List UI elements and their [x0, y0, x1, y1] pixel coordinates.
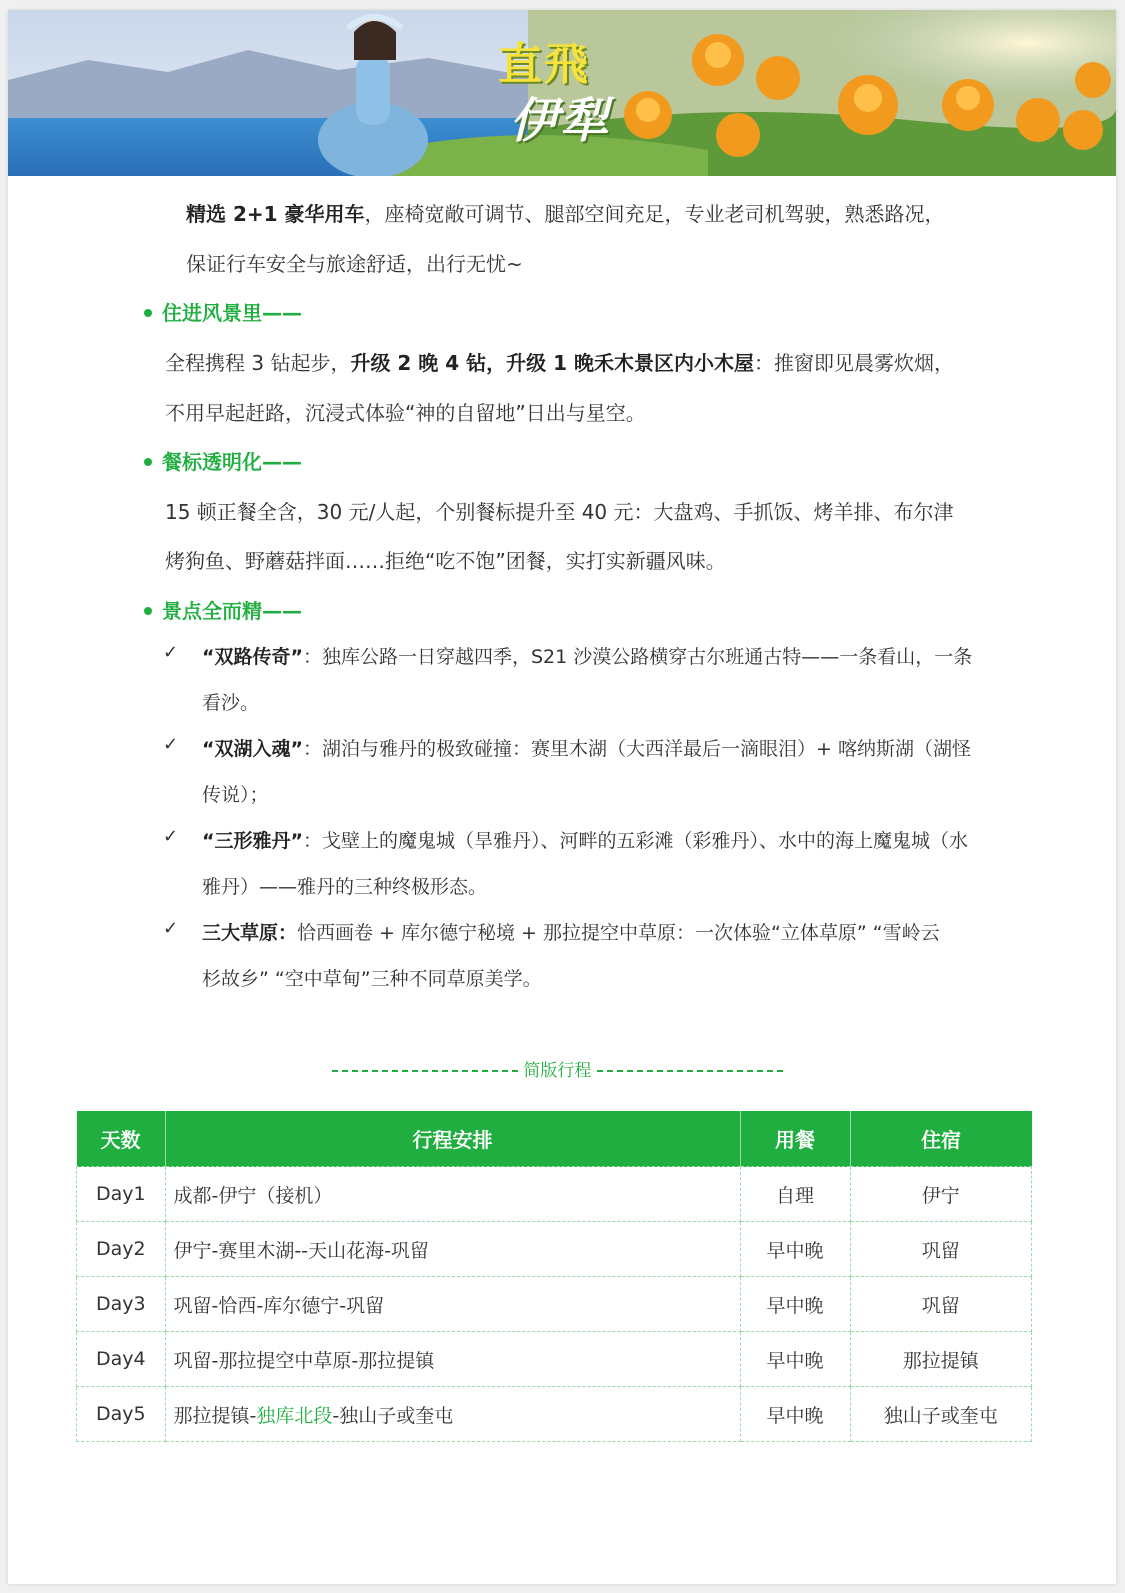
cell-day: Day5	[77, 1387, 166, 1442]
intro-bold: 精选 2+1 豪华用车	[186, 202, 365, 226]
section-heading-text: 住进风景里——	[162, 301, 302, 325]
attraction-4-line1	[202, 918, 940, 945]
table-header-row	[77, 1111, 1032, 1167]
divider-label: 简版行程	[523, 1061, 592, 1081]
cell-day: Day4	[77, 1332, 166, 1387]
attraction-2-title: “双湖入魂”	[202, 738, 303, 760]
attraction-2-text: ：湖泊与雅丹的极致碰撞：赛里木湖（大西洋最后一滴眼泪）+ 喀纳斯湖（湖怪	[302, 738, 971, 760]
itinerary-divider	[332, 1056, 776, 1081]
lodging-bold: 升级 2 晚 4 钻，升级 1 晚禾木景区内小木屋	[350, 351, 754, 375]
check-icon: ✓	[163, 734, 179, 755]
section-heading-attractions	[144, 595, 302, 624]
bullet-dot-icon	[144, 309, 152, 317]
attraction-3-title: “三形雅丹”	[202, 830, 303, 852]
cell-meals: 自理	[740, 1167, 850, 1222]
cell-hotel: 伊宁	[850, 1167, 1032, 1222]
banner-image	[8, 10, 1116, 176]
cell-day: Day3	[77, 1277, 166, 1332]
cell-hotel: 那拉提镇	[850, 1332, 1032, 1387]
cell-meals: 早中晚	[740, 1277, 850, 1332]
cell-route: 伊宁-赛里木湖--天山花海-巩留	[165, 1222, 740, 1277]
banner-title	[488, 18, 628, 168]
meals-line2: 烤狗鱼、野蘑菇拌面……拒绝“吃不饱”团餐，实打实新疆风味。	[165, 549, 726, 573]
cell-meals: 早中晚	[740, 1222, 850, 1277]
lodging-line1	[165, 347, 954, 376]
cell-meals: 早中晚	[740, 1387, 850, 1442]
attraction-4-title: 三大草原：	[202, 922, 298, 944]
attraction-3-line2: 雅丹）——雅丹的三种终极形态。	[202, 876, 488, 898]
bullet-dot-icon	[144, 458, 152, 466]
cell-day: Day1	[77, 1167, 166, 1222]
lodging-post: ：推窗即见晨雾炊烟，	[753, 351, 954, 375]
meals-line1: 15 顿正餐全含，30 元/人起，个别餐标提升至 40 元：大盘鸡、手抓饭、烤羊排、布尔津	[165, 500, 954, 524]
document-page	[8, 10, 1116, 1584]
attraction-2-line2: 传说）；	[202, 784, 269, 806]
cell-day: Day2	[77, 1222, 166, 1277]
attraction-1-title: “双路传奇”	[202, 646, 303, 668]
section-heading-meals	[144, 446, 302, 475]
cell-route	[165, 1387, 740, 1442]
dashed-line	[597, 1070, 783, 1072]
itinerary-table	[76, 1111, 1032, 1442]
cell-hotel: 巩留	[850, 1277, 1032, 1332]
header-day: 天数	[77, 1111, 166, 1167]
check-icon: ✓	[163, 918, 179, 939]
route-pre: 那拉提镇-	[173, 1404, 257, 1427]
cell-hotel: 巩留	[850, 1222, 1032, 1277]
attraction-1-line1	[202, 642, 972, 669]
lodging-line2: 不用早起赶路，沉浸式体验“神的自留地”日出与星空。	[165, 401, 646, 425]
bullet-dot-icon	[144, 607, 152, 615]
header-meals: 用餐	[740, 1111, 850, 1167]
attraction-1-text: ：独库公路一日穿越四季，S21 沙漠公路横穿古尔班通古特——一条看山，一条	[302, 646, 973, 668]
lodging-pre: 全程携程 3 钻起步，	[165, 351, 351, 375]
table-row	[77, 1167, 1032, 1222]
cell-route: 成都-伊宁（接机）	[165, 1167, 740, 1222]
attraction-4-line2: 杉故乡” “空中草甸”三种不同草原美学。	[202, 968, 542, 990]
check-icon: ✓	[163, 642, 179, 663]
attraction-2-line1	[202, 734, 971, 761]
banner-title-line1: 直飛	[498, 39, 590, 90]
section-heading-text: 餐标透明化——	[162, 450, 302, 474]
attraction-1-line2: 看沙。	[202, 692, 260, 714]
attraction-3-line1	[202, 826, 968, 853]
section-heading-lodging	[144, 297, 302, 326]
intro-line2: 保证行车安全与旅途舒适，出行无忧~	[186, 252, 523, 276]
route-post: -独山子或奎屯	[332, 1404, 454, 1427]
intro-rest: ，座椅宽敞可调节、腿部空间充足，专业老司机驾驶，熟悉路况，	[364, 202, 945, 226]
cell-route: 巩留-恰西-库尔德宁-巩留	[165, 1277, 740, 1332]
cell-hotel: 独山子或奎屯	[850, 1387, 1032, 1442]
banner-title-line2: 伊犁	[510, 93, 611, 149]
table-row	[77, 1387, 1032, 1442]
section-heading-text: 景点全而精——	[162, 599, 302, 623]
cell-meals: 早中晚	[740, 1332, 850, 1387]
intro-line1	[186, 198, 945, 227]
table-row	[77, 1222, 1032, 1277]
dashed-line	[332, 1070, 518, 1072]
table-row	[77, 1332, 1032, 1387]
attraction-3-text: ：戈壁上的魔鬼城（旱雅丹）、河畔的五彩滩（彩雅丹）、水中的海上魔鬼城（水	[302, 830, 968, 852]
header-hotel: 住宿	[850, 1111, 1032, 1167]
cell-route: 巩留-那拉提空中草原-那拉提镇	[165, 1332, 740, 1387]
route-highlight: 独库北段	[256, 1404, 333, 1427]
check-icon: ✓	[163, 826, 179, 847]
table-row	[77, 1277, 1032, 1332]
attraction-4-text: 恰西画卷 + 库尔德宁秘境 + 那拉提空中草原：一次体验“立体草原” “雪岭云	[297, 922, 940, 944]
header-route: 行程安排	[165, 1111, 740, 1167]
